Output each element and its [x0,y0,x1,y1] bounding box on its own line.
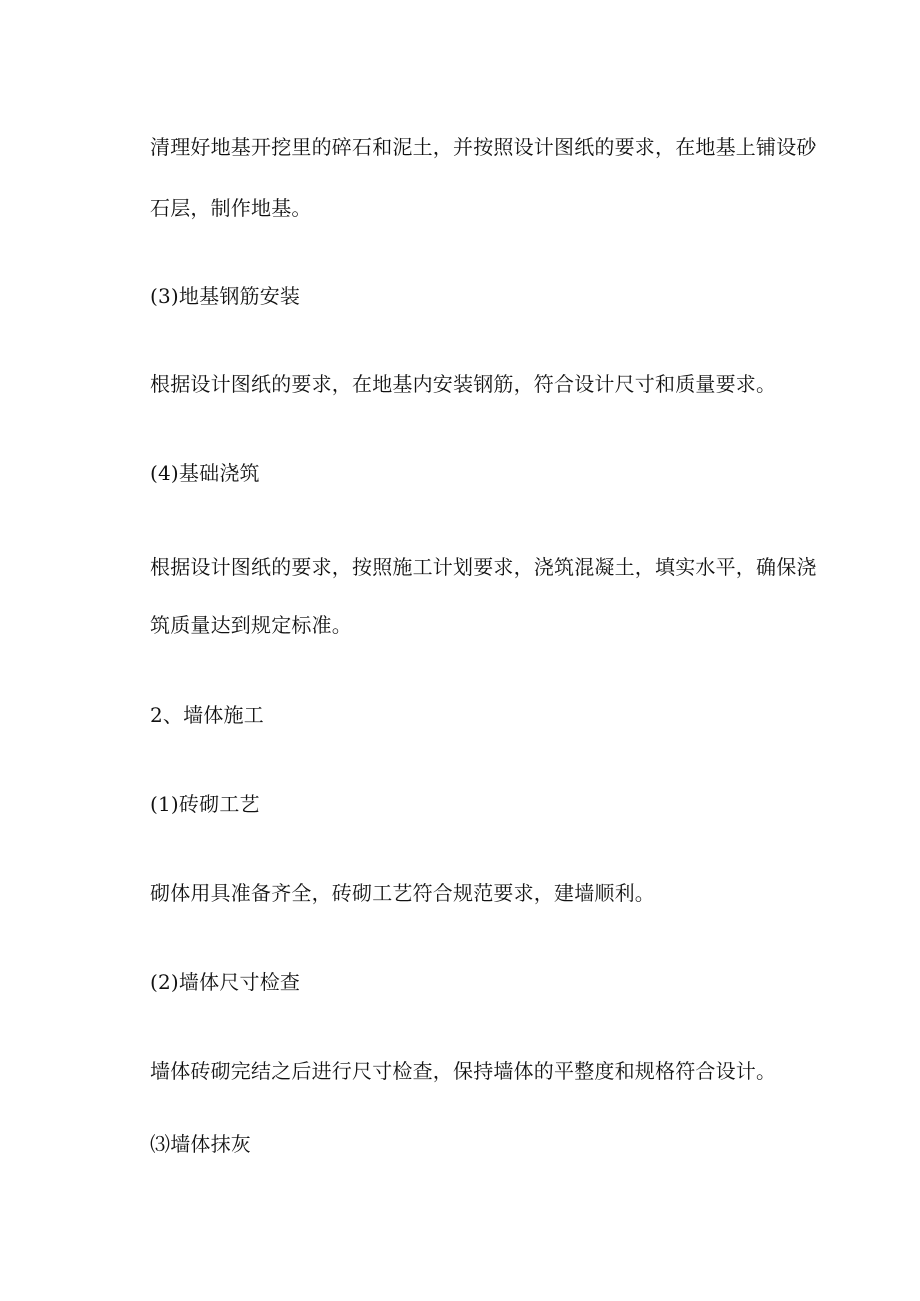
paragraph-line: 墙体砖砌完结之后进行尺寸检查，保持墙体的平整度和规格符合设计。 [150,1059,777,1083]
paragraph-line: 砌体用具准备齐全，砖砌工艺符合规范要求，建墙顺利。 [150,881,655,905]
section-heading: (3)地基钢筋安装 [150,284,301,308]
paragraph-line: 石层，制作地基。 [150,196,312,220]
section-heading: (2)墙体尺寸检查 [150,970,301,994]
paragraph-line: 清理好地基开挖里的碎石和泥土，并按照设计图纸的要求，在地基上铺设砂 [150,135,817,159]
section-heading: (4)基础浇筑 [150,461,260,485]
paragraph-line: 根据设计图纸的要求，在地基内安装钢筋，符合设计尺寸和质量要求。 [150,372,777,396]
section-heading: 2、墙体施工 [150,703,264,727]
section-heading: (1)砖砌工艺 [150,792,260,816]
paragraph-line: 筑质量达到规定标准。 [150,613,352,637]
paragraph-line: 根据设计图纸的要求，按照施工计划要求，浇筑混凝土，填实水平，确保浇 [150,555,817,579]
section-heading: ⑶墙体抹灰 [150,1132,251,1156]
